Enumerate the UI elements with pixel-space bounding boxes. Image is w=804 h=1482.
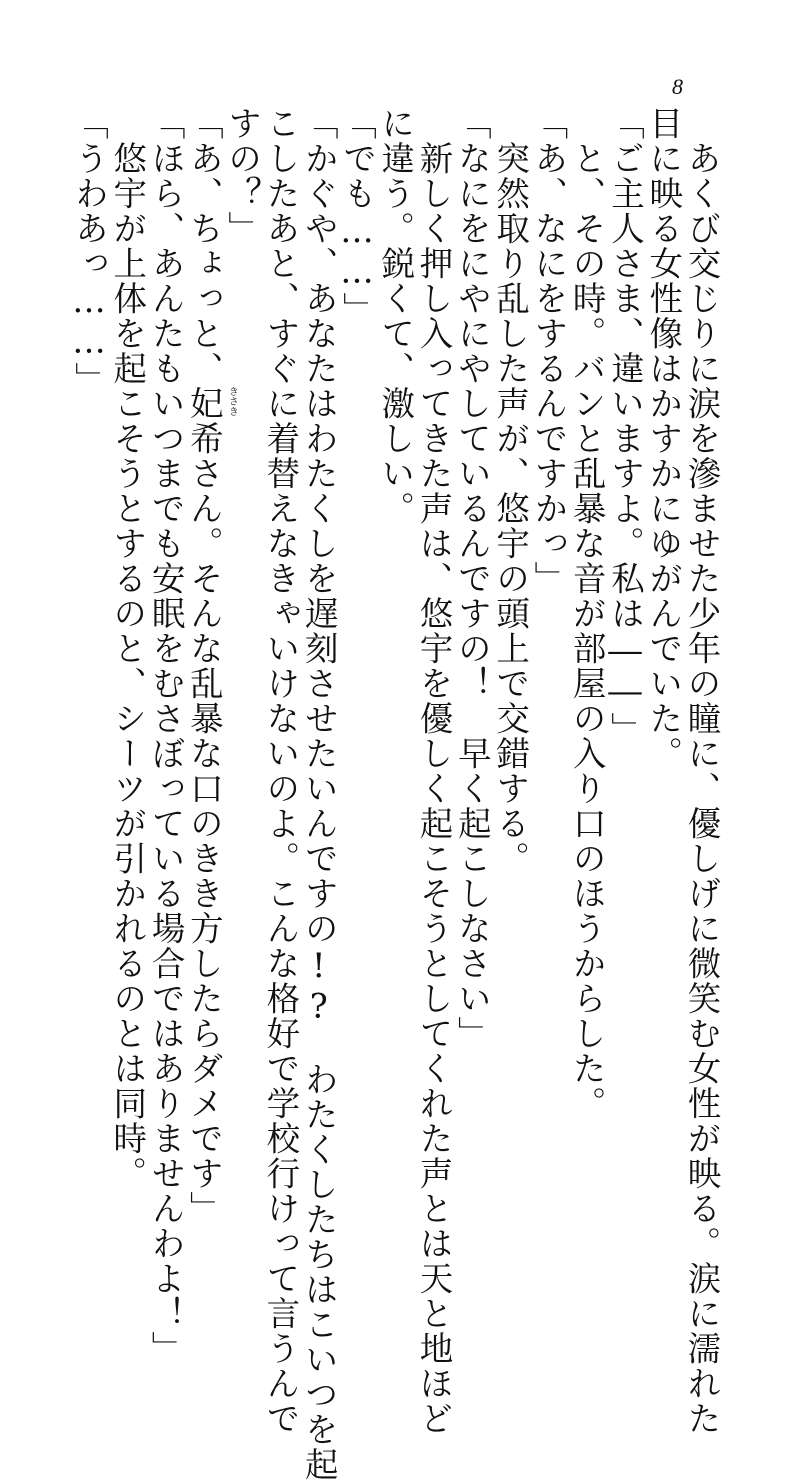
ruby-line-head: 「あ、ちょっと、 <box>184 106 224 386</box>
text-line: 新しく押し入ってきた声は、悠宇を優しく起こそうとしてくれた声とは天と地ほど <box>414 106 454 1436</box>
ruby-reading: きさき <box>226 386 238 416</box>
text-line: 「かぐや、あなたはわたくしを遅刻させたいんですの!? わたくしたちはこいつを起 <box>299 106 339 1482</box>
vertical-text-body <box>69 106 721 1482</box>
text-line: 「なにをにやにやしているんですの！ 早く起こしなさい」 <box>452 106 492 1051</box>
text-line: 「ご主人さま、違いますよ。私は――」 <box>605 106 645 747</box>
text-line: 突然取り乱した声が、悠宇の頭上で交錯する。 <box>490 106 530 876</box>
text-line: 「ほら、あんたもいつまでも安眠をむさぼっている場合ではありませんわよ！」 <box>146 106 186 1366</box>
ruby-base: 妃希 <box>184 386 224 456</box>
text-line: あくび交じりに涙を滲ませた少年の瞳に、優しげに微笑む女性が映る。涙に濡れた <box>682 106 721 1436</box>
text-line-with-ruby <box>184 106 238 1226</box>
text-line: 「でも……」 <box>337 106 377 327</box>
text-line: 「うわあっ……」 <box>69 106 109 397</box>
text-line: に違う。鋭くて、激しい。 <box>375 106 415 526</box>
text-line: 悠宇が上体を起こそうとするのと、シーツが引かれるのとは同時。 <box>107 106 147 1191</box>
text-line: こしたあと、すぐに着替えなきゃいけないのよ。こんな格好で学校行けって言うんで <box>260 106 300 1436</box>
text-line: 「あ、なにをするんですかっ」 <box>528 106 568 596</box>
text-line: と、その時。バンと乱暴な音が部屋の入り口のほうからした。 <box>567 106 607 1121</box>
page-number: 8 <box>672 74 683 99</box>
text-line: すの？」 <box>222 106 262 246</box>
text-line: 目に映る女性像はかすかにゆがんでいた。 <box>643 106 683 771</box>
ruby-name <box>184 386 238 456</box>
ruby-line-tail: さん。そんな乱暴な口のきき方したらダメです」 <box>184 456 224 1226</box>
